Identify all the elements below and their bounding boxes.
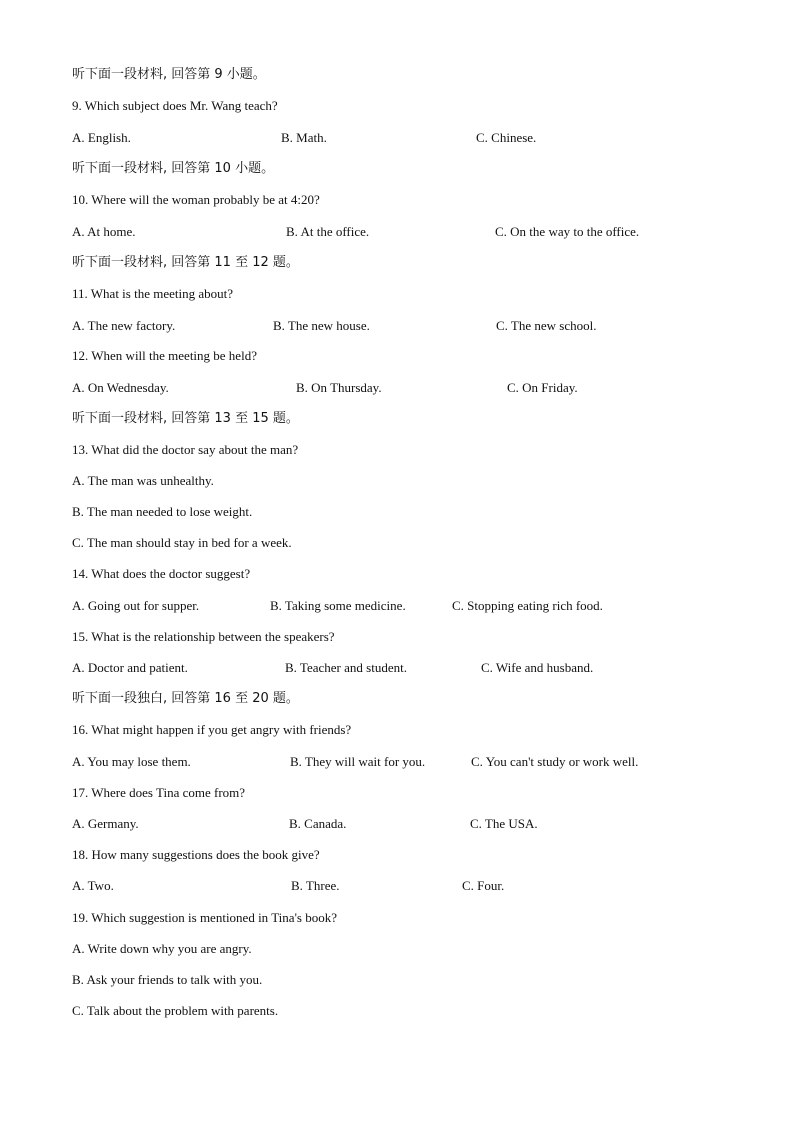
option-a: A. Doctor and patient.	[72, 660, 188, 675]
option-a: A. Germany.	[72, 816, 139, 831]
section-heading: 听下面一段材料, 回答第 13 至 15 题。	[72, 411, 299, 426]
option-c: C. The new school.	[496, 318, 597, 333]
question-text: 16. What might happen if you get angry with friends?	[72, 722, 352, 737]
section-heading: 听下面一段材料, 回答第 9 小题。	[72, 67, 266, 82]
option-c: C. Four.	[462, 878, 505, 893]
section-heading: 听下面一段独白, 回答第 16 至 20 题。	[72, 691, 299, 706]
question-text: 10. Where will the woman probably be at 4:20?	[72, 192, 320, 207]
option-b: B. The man needed to lose weight.	[72, 504, 253, 519]
option-b: B. The new house.	[273, 318, 370, 333]
question-text: 18. How many suggestions does the book give?	[72, 847, 320, 862]
option-c: C. Talk about the problem with parents.	[72, 1003, 279, 1018]
option-a: A. You may lose them.	[72, 754, 191, 769]
option-a: A. The man was unhealthy.	[72, 473, 214, 488]
option-c: C. The USA.	[470, 816, 538, 831]
question-text: 14. What does the doctor suggest?	[72, 566, 251, 581]
question-text: 15. What is the relationship between the speakers?	[72, 629, 335, 644]
section-heading: 听下面一段材料, 回答第 10 小题。	[72, 161, 275, 176]
option-b: B. They will wait for you.	[290, 754, 426, 769]
section-heading: 听下面一段材料, 回答第 11 至 12 题。	[72, 255, 299, 270]
option-c: C. Chinese.	[476, 130, 537, 145]
option-b: B. Taking some medicine.	[270, 598, 406, 613]
option-a: A. English.	[72, 130, 131, 145]
question-text: 13. What did the doctor say about the man?	[72, 442, 299, 457]
option-c: C. On the way to the office.	[495, 224, 640, 239]
option-c: C. Stopping eating rich food.	[452, 598, 603, 613]
option-c: C. Wife and husband.	[481, 660, 594, 675]
option-b: B. Ask your friends to talk with you.	[72, 972, 263, 987]
option-c: C. On Friday.	[507, 380, 578, 395]
question-text: 9. Which subject does Mr. Wang teach?	[72, 98, 278, 113]
option-c: C. The man should stay in bed for a week.	[72, 535, 292, 550]
option-b: B. Canada.	[289, 816, 347, 831]
option-a: A. At home.	[72, 224, 136, 239]
option-a: A. On Wednesday.	[72, 380, 169, 395]
option-a: A. Two.	[72, 878, 114, 893]
option-a: A. The new factory.	[72, 318, 176, 333]
option-b: B. Teacher and student.	[285, 660, 407, 675]
question-text: 19. Which suggestion is mentioned in Tina's book?	[72, 910, 337, 925]
question-text: 17. Where does Tina come from?	[72, 785, 246, 800]
question-text: 12. When will the meeting be held?	[72, 348, 257, 363]
option-a: A. Write down why you are angry.	[72, 941, 252, 956]
option-c: C. You can't study or work well.	[471, 754, 639, 769]
option-b: B. On Thursday.	[296, 380, 382, 395]
question-text: 11. What is the meeting about?	[72, 286, 234, 301]
option-b: B. Three.	[291, 878, 340, 893]
option-b: B. At the office.	[286, 224, 370, 239]
option-b: B. Math.	[281, 130, 327, 145]
option-a: A. Going out for supper.	[72, 598, 200, 613]
